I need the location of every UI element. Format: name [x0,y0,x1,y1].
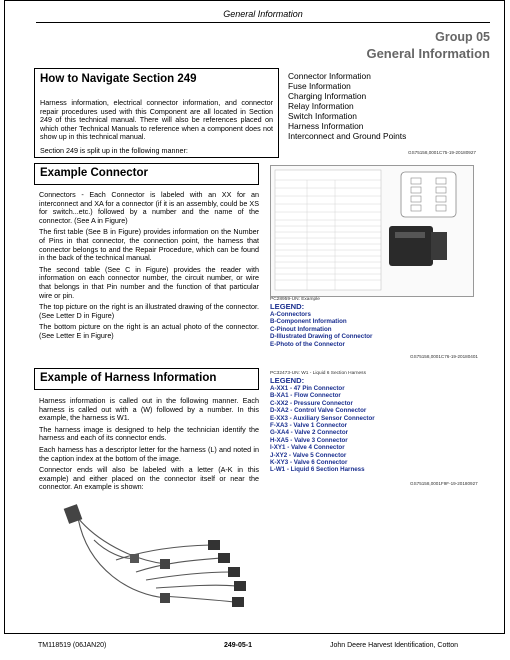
legend-item: B-XA1 - Flow Connector [270,392,341,400]
harness-title-box [34,368,259,390]
legend-item: J-XY2 - Valve 5 Connector [270,451,347,459]
harness-legend-title: LEGEND: [270,376,305,385]
legend-item: G-XA4 - Valve 2 Connector [270,429,349,437]
section-contents-list [288,71,406,141]
harness-drawing [36,500,276,615]
connector-legend-title: LEGEND: [270,302,305,311]
harness-illustration [36,500,276,615]
connector-paragraph: The bottom picture on the right is an actual photo of the connector. (See Letter E in Figure) [39,322,259,340]
navigate-body [40,99,273,159]
connector-body [39,191,259,344]
harness-figure-caption: PC32473-UN: W1 - Liquid 6 Section Harness [270,371,366,376]
legend-item: I-XY1 - Valve 4 Connector [270,444,345,452]
connector-example-figure [270,165,474,297]
footer-page-number: 249-05-1 [224,642,253,649]
connector-figure-caption: PC28959-UN: Example [270,297,320,302]
legend-item: E-Photo of the Connector [270,340,345,348]
harness-paragraph: Harness information is called out in the following manner. Each harness is called out with a (W) followed by a number. In this example, the harness is W1. [39,396,259,423]
list-item: Relay Information [288,101,354,111]
harness-paragraph: The harness image is designed to help the technician identify the harness and each of its connector ends. [39,424,259,443]
footer-doc-id: TM118519 (06JAN20) [38,642,107,649]
harness-legend [270,371,480,474]
legend-item: K-XY3 - Valve 6 Connector [270,459,348,467]
legend-item: C-XX2 - Pressure Connector [270,399,353,407]
group-title: General Information [366,46,490,61]
legend-item: C-Pinout Information [270,325,332,333]
navigate-split-note: Section 249 is split up in the following manner: [40,145,188,155]
list-item: Switch Information [288,111,357,121]
harness-title: Example of Harness Information [40,372,217,384]
connector-ref: GS75158,0001C76-19-20180401 [410,354,478,359]
list-item: Interconnect and Ground Points [288,131,407,141]
list-item: Fuse Information [288,81,351,91]
harness-paragraph: Connector ends will also be labeled with a letter (A-K in this example) and either placed on the connector itself or near the connector. An example is shown: [39,465,259,492]
harness-ref: GS75158,0001F9F-19-20180927 [410,481,478,486]
header-bar [36,9,490,23]
harness-paragraph: Each harness has a descriptor letter for the harness (L) and noted in the caption index at the bottom of the image. [39,444,259,463]
navigate-paragraph: Harness information, electrical connector information, and connector repair procedures used with this Component are all located in Section 249 of this technical manual. There will also be references placed on which other Technical Manuals to reference when a component does not show up in this technical manual. [40,98,273,142]
navigate-box [34,68,279,158]
connector-title-box [34,163,259,185]
harness-body [39,397,259,495]
legend-item: H-XA5 - Valve 3 Connector [270,436,348,444]
connector-paragraph: The second table (See C in Figure) provides the reader with information on each connector number, the circuit number, or wire that belongs in that Pin number and the function of that particular wire or pin. [39,264,259,300]
navigate-title: How to Navigate Section 249 [40,73,197,85]
legend-item: F-XA3 - Valve 1 Connector [270,422,348,430]
connector-title: Example Connector [40,167,148,179]
legend-item: D-Illustrated Drawing of Connector [270,333,373,341]
legend-item: L-W1 - Liquid 6 Section Harness [270,466,365,474]
section-label: General Information [223,9,303,19]
list-item: Charging Information [288,91,367,101]
legend-item: A-XX1 - 47 Pin Connector [270,385,345,392]
connector-paragraph: Connectors - Each Connector is labeled with an XX for an interconnect and XA for a connector (if it is an assembly, could be XS for switch...etc.) followed by a number and the name of the connector. (See A in Figure) [39,190,259,225]
footer-manual-title: John Deere Harvest Identification, Cotton [330,642,459,649]
connector-paragraph: The top picture on the right is an illustrated drawing of the connector. (See Letter D in Figure) [39,302,259,320]
legend-item: B-Component Information [270,318,347,326]
connector-paragraph: The first table (See B in Figure) provides information on the Number of Pins in that connector, the connection point, the harness that connector belongs to and the Repair Procedure, which can be found in the back of the technical manual. [39,227,259,263]
navigate-ref: GS75158,0001C75-19-20180927 [408,150,476,155]
connector-figure-drawing [271,166,473,296]
list-item: Connector Information [288,71,371,81]
connector-legend [270,297,472,348]
legend-item: D-XA2 - Control Valve Connector [270,407,367,415]
legend-item: A-Connectors [270,311,311,318]
list-item: Harness Information [288,121,364,131]
legend-item: E-XX3 - Auxiliary Sensor Connector [270,414,375,422]
group-number: Group 05 [435,30,490,44]
